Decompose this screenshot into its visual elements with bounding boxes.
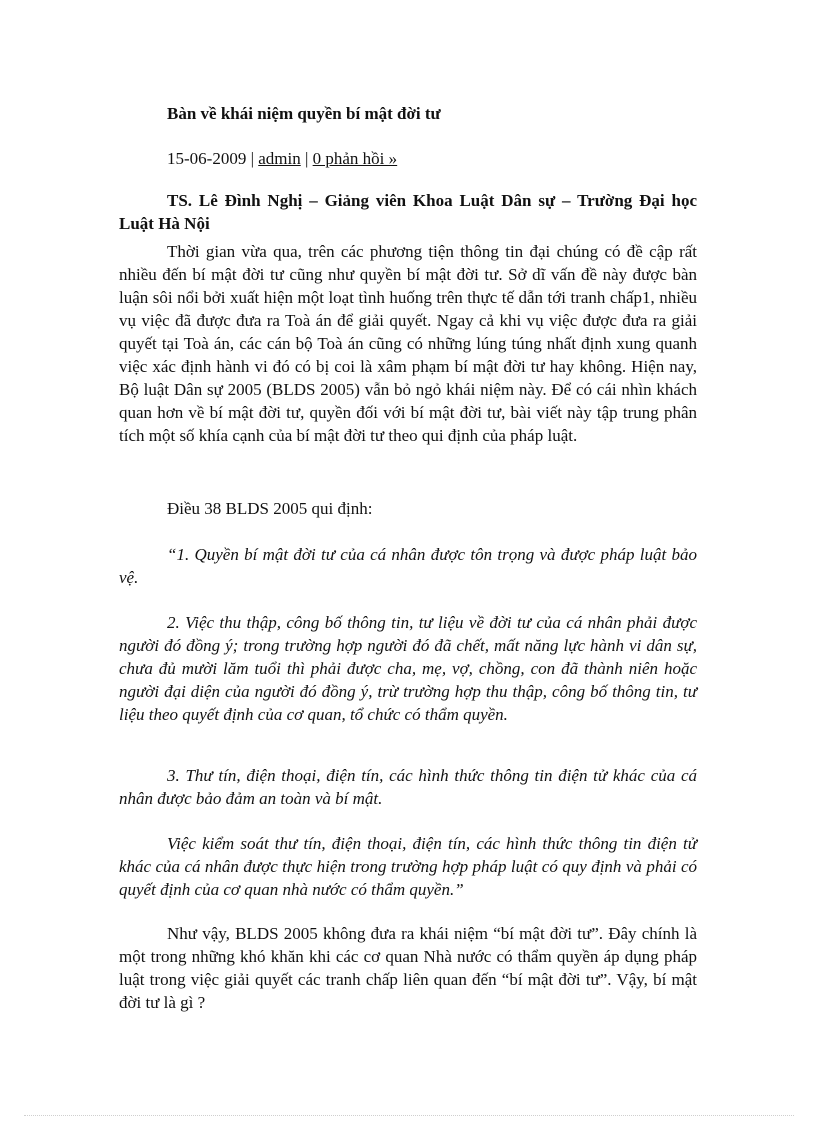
- quote-clause-4: Việc kiểm soát thư tín, điện thoại, điện tín, các hình thức thông tin điện tử khác của cá nhân được thực hiện trong trường hợp pháp luật có quy định và phải có quyết định của cơ quan nhà nước có thẩm quyền.”: [119, 834, 697, 899]
- article-byline: TS. Lê Đình Nghị – Giảng viên Khoa Luật Dân sự – Trường Đại học Luật Hà Nội: [119, 191, 697, 233]
- quote-clause-3: 3. Thư tín, điện thoại, điện tín, các hình thức thông tin điện tử khác của cá nhân được bảo đảm an toàn và bí mật.: [119, 766, 697, 808]
- quote-clause-2: 2. Việc thu thập, công bố thông tin, tư liệu về đời tư của cá nhân phải được người đó đồng ý; trong trường hợp người đó đã chết, mất năng lực hành vi dân sự, chưa đủ mười lăm tuổi thì phải được cha, mẹ, vợ, chồng, con đã thành niên hoặc người đại diện của người đó đồng ý, trừ trường hợp thu thập, công bố thông tin, tư liệu theo quyết định của cơ quan, tổ chức có thẩm quyền.: [119, 613, 697, 724]
- page-bottom-divider: [24, 1115, 794, 1116]
- article-title: Bàn về khái niệm quyền bí mật đời tư: [167, 104, 441, 123]
- conclusion-paragraph: Như vậy, BLDS 2005 không đưa ra khái niệm “bí mật đời tư”. Đây chính là một trong những khó khăn khi các cơ quan Nhà nước có thẩm quyền áp dụng pháp luật trong việc giải quyết các tranh chấp liên quan đến “bí mật đời tư”. Vậy, bí mật đời tư là gì ?: [119, 924, 697, 1012]
- meta-separator: |: [300, 149, 313, 168]
- intro-paragraph: Thời gian vừa qua, trên các phương tiện thông tin đại chúng có đề cập rất nhiều đến bí mật đời tư cũng như quyền bí mật đời tư. Sở dĩ vấn đề này được bàn luận sôi nổi bởi xuất hiện một loạt tình huống trên thực tế dẫn tới tranh chấp1, nhiều vụ việc đã được đưa ra Toà án để giải quyết. Ngay cả khi vụ việc được đưa ra giải quyết tại Toà án, các cán bộ Toà án cũng có những lúng túng nhất định xung quanh việc xác định hành vi đó có bị coi là xâm phạm bí mật đời tư hay không. Hiện nay, Bộ luật Dân sự 2005 (BLDS 2005) vẫn bỏ ngỏ khái niệm này. Để có cái nhìn khách quan hơn về bí mật đời tư, quyền đối với bí mật đời tư, bài viết này tập trung phân tích một số khía cạnh của bí mật đời tư theo qui định của pháp luật.: [119, 242, 697, 445]
- article-meta: [167, 149, 397, 169]
- article-date: 15-06-2009: [167, 149, 247, 168]
- comments-link[interactable]: 0 phản hồi »: [312, 149, 398, 168]
- author-link[interactable]: admin: [258, 149, 301, 168]
- article-reference: Điều 38 BLDS 2005 qui định:: [167, 499, 373, 518]
- quote-clause-1: “1. Quyền bí mật đời tư của cá nhân được tôn trọng và được pháp luật bảo vệ.: [119, 545, 697, 587]
- meta-separator: |: [246, 149, 259, 168]
